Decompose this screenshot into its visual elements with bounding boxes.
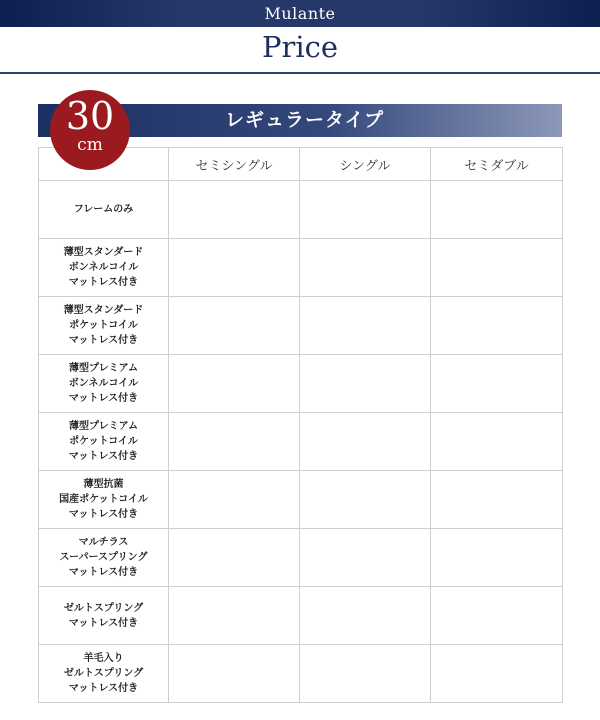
row-label-line: ポケットコイル [69, 436, 138, 447]
price-cell [300, 529, 431, 587]
row-label-line: マットレス付き [68, 509, 139, 520]
row-label-line: マットレス付き [68, 335, 139, 346]
row-label [39, 239, 169, 297]
table-row [39, 471, 563, 529]
price-cell [300, 645, 431, 703]
type-label: レギュラータイプ [225, 109, 385, 131]
row-label-line: スーパースプリング [59, 552, 148, 563]
row-label-line: 薄型スタンダード [63, 305, 144, 316]
row-label [39, 355, 169, 413]
price-cell [431, 355, 563, 413]
badge-unit: cm [77, 135, 103, 155]
row-label-line: 薄型プレミアム [69, 421, 138, 432]
column-header: セミダブル [431, 148, 563, 181]
price-cell [300, 587, 431, 645]
row-label-line: 薄型プレミアム [69, 363, 138, 374]
row-label [39, 181, 169, 239]
brand-name: Mulante [264, 4, 336, 23]
price-cell [169, 239, 300, 297]
price-cell [300, 297, 431, 355]
row-label [39, 645, 169, 703]
row-label [39, 471, 169, 529]
row-label-line: ボンネルコイル [68, 262, 139, 273]
column-header: セミシングル [169, 148, 300, 181]
row-label-line: マットレス付き [68, 277, 139, 288]
title-divider [0, 72, 600, 74]
price-cell [169, 297, 300, 355]
row-label [39, 413, 169, 471]
table-row [39, 239, 563, 297]
price-cell [431, 645, 563, 703]
row-label-line: マルチラス [78, 537, 129, 548]
row-label-line: ボンネルコイル [68, 378, 139, 389]
row-label-line: 薄型スタンダード [63, 247, 144, 258]
row-label-line: マットレス付き [68, 393, 139, 404]
row-label-line: マットレス付き [68, 683, 139, 694]
price-table [38, 147, 563, 703]
row-label [39, 587, 169, 645]
row-label-line: 国産ポケットコイル [59, 494, 148, 505]
table-row [39, 355, 563, 413]
row-label-line: ゼルトスプリング [63, 668, 144, 679]
price-cell [431, 471, 563, 529]
row-label [39, 297, 169, 355]
brand-band [0, 0, 600, 27]
price-cell [431, 529, 563, 587]
price-cell [169, 181, 300, 239]
table-row [39, 181, 563, 239]
table-row [39, 529, 563, 587]
row-label-line: マットレス付き [68, 567, 139, 578]
price-cell [431, 297, 563, 355]
table-row [39, 645, 563, 703]
badge-number: 30 [65, 94, 115, 138]
price-cell [300, 413, 431, 471]
page-title: Price [261, 30, 339, 64]
price-cell [169, 471, 300, 529]
price-cell [300, 239, 431, 297]
row-label-line: マットレス付き [68, 617, 139, 629]
price-cell [300, 181, 431, 239]
price-cell [431, 587, 563, 645]
row-label [39, 529, 169, 587]
price-cell [169, 645, 300, 703]
row-label-line: ゼルトスプリング [63, 602, 144, 614]
row-label-line: ポケットコイル [69, 320, 138, 331]
price-cell [300, 355, 431, 413]
column-header: シングル [300, 148, 431, 181]
table-body [39, 181, 563, 703]
price-cell [431, 181, 563, 239]
table-row [39, 297, 563, 355]
table-row [39, 413, 563, 471]
row-label-line: マットレス付き [68, 451, 139, 462]
price-cell [169, 587, 300, 645]
row-label-line: 羊毛入り [83, 653, 124, 664]
thickness-badge [50, 90, 130, 170]
row-label-line: フレームのみ [73, 204, 134, 215]
price-cell [169, 355, 300, 413]
price-cell [431, 413, 563, 471]
price-cell [300, 471, 431, 529]
price-cell [169, 529, 300, 587]
price-cell [169, 413, 300, 471]
table-row [39, 587, 563, 645]
row-label-line: 薄型抗菌 [83, 479, 124, 490]
price-cell [431, 239, 563, 297]
